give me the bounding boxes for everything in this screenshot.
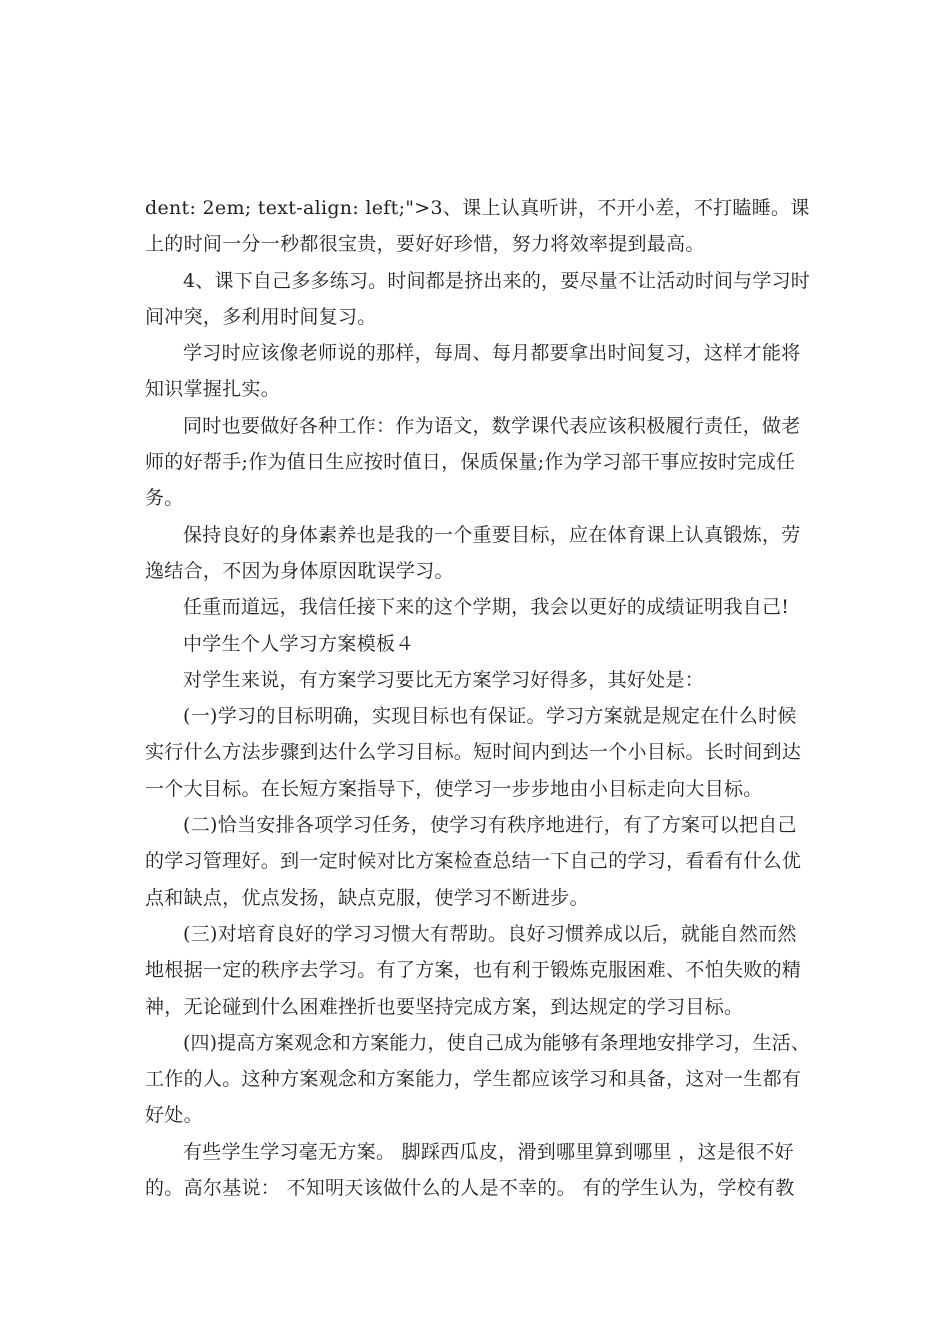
section-heading: 中学生个人学习方案模板４ [183, 632, 415, 655]
text-line: 有些学生学习毫无方案。 脚踩西瓜皮，滑到哪里算到哪里 ，这是很不好 [183, 1140, 794, 1163]
text-line: 4、课下自己多多练习。时间都是挤出来的，要尽量不让活动时间与学习时 [183, 269, 810, 292]
text-line: 任重而道远，我信任接下来的这个学期，我会以更好的成绩证明我自己! [183, 596, 790, 619]
text-line: 保持良好的身体素养也是我的一个重要目标，应在体育课上认真锻炼，劳 [183, 523, 801, 546]
document-body [145, 190, 810, 1206]
text-line: 神，无论碰到什么困难挫折也要坚持完成方案，到达规定的学习目标。 [145, 995, 744, 1018]
text-line: 务。 [145, 487, 184, 510]
text-line: 学习时应该像老师说的那样，每周、每月都要拿出时间复习，这样才能将 [183, 342, 801, 365]
text-line: 对学生来说，有方案学习要比无方案学习好得多，其好处是： [183, 668, 705, 691]
text-line: 的。高尔基说： 不知明天该做什么的人是不幸的。 有的学生认为，学校有教 [145, 1177, 795, 1200]
text-line: (一)学习的目标明确，实现目标也有保证。学习方案就是规定在什么时候 [183, 705, 797, 728]
text-line: 师的好帮手;作为值日生应按时值日，保质保量;作为学习部干事应按时完成任 [145, 451, 796, 474]
text-line: 工作的人。这种方案观念和方案能力，学生都应该学习和具备，这对一生都有 [145, 1068, 802, 1091]
text-line: 同时也要做好各种工作：作为语文，数学课代表应该积极履行责任，做老 [183, 414, 801, 437]
text-line: (二)恰当安排各项学习任务，使学习有秩序地进行，有了方案可以把自己 [183, 814, 797, 837]
text-line: (四)提高方案观念和方案能力，使自己成为能够有条理地安排学习，生活、 [183, 1031, 811, 1054]
text-line: 间冲突，多利用时间复习。 [145, 305, 377, 328]
text-line: 点和缺点，优点发扬，缺点克服，使学习不断进步。 [145, 886, 589, 909]
text-line: 好处。 [145, 1104, 203, 1127]
text-line: 知识掌握扎实。 [145, 378, 281, 401]
text-line: 一个大目标。在长短方案指导下，使学习一步步地由小目标走向大目标。 [145, 777, 763, 800]
text-line: 上的时间一分一秒都很宝贵，要好好珍惜，努力将效率提到最高。 [145, 233, 705, 256]
text-line: 的学习管理好。到一定时候对比方案检查总结一下自己的学习，看看有什么优 [145, 850, 802, 873]
text-line: 实行什么方法步骤到达什么学习目标。短时间内到达一个小目标。长时间到达 [145, 741, 802, 764]
text-line: 地根据一定的秩序去学习。有了方案，也有利于锻炼克服困难、不怕失败的精 [145, 959, 802, 982]
text-line: 逸结合，不因为身体原因耽误学习。 [145, 559, 454, 582]
text-line: (三)对培育良好的学习习惯大有帮助。良好习惯养成以后，就能自然而然 [183, 922, 797, 945]
text-line: dent: 2em; text-align: left;">3、课上认真听讲，不开小差，不打瞌睡。课 [145, 197, 810, 219]
